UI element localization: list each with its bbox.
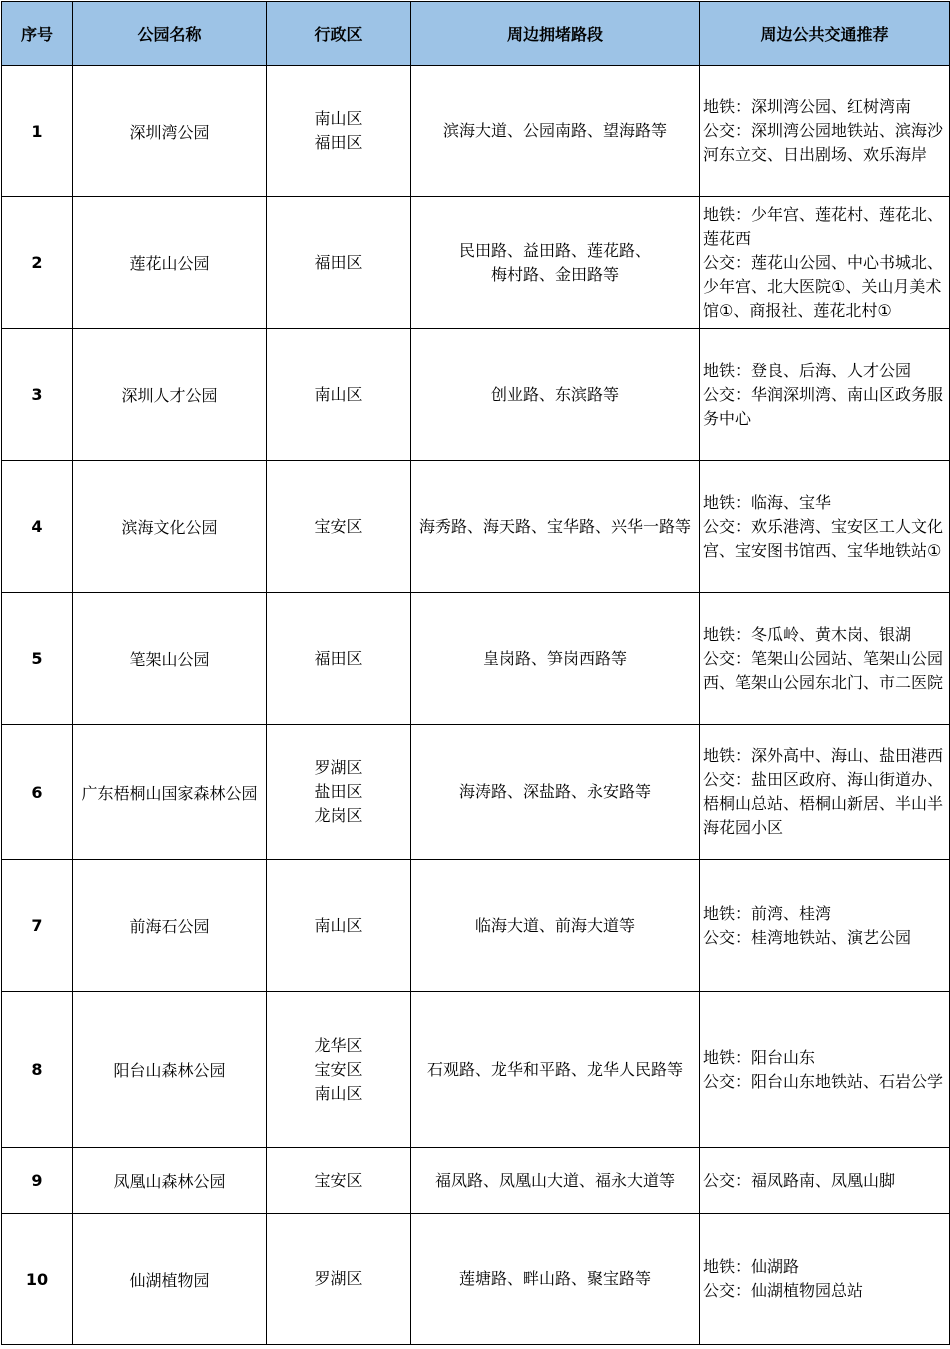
district-name: 福田区 (314, 133, 363, 152)
transit-line: 宫、宝安图书馆西、宝华地铁站① (703, 540, 942, 560)
transit-line: 地铁：深外高中、海山、盐田港西 (703, 746, 944, 765)
transit-line: 务中心 (703, 408, 752, 428)
row-number: 10 (2, 1214, 73, 1345)
transit-line: 地铁：临海、宝华 (703, 492, 832, 512)
header-no: 序号 (2, 2, 73, 66)
transit-cell (700, 66, 950, 197)
table-row (2, 992, 950, 1148)
transit-cell (700, 461, 950, 593)
congested-roads-cell (411, 66, 700, 197)
park-name: 莲花山公园 (73, 197, 267, 329)
district-name: 罗湖区 (314, 1269, 363, 1288)
row-number: 4 (2, 461, 73, 593)
park-traffic-table (1, 1, 950, 1345)
district-name: 福田区 (314, 252, 363, 272)
congested-roads-line: 民田路、益田路、莲花路、 (458, 240, 651, 260)
congested-roads-cell (411, 461, 700, 593)
district-name: 盐田区 (314, 782, 363, 801)
congested-roads-cell (411, 992, 700, 1148)
transit-line: 地铁：少年宫、莲花村、莲花北、 (703, 204, 944, 224)
transit-line: 公交：深圳湾公园地铁站、滨海沙 (703, 121, 944, 140)
park-name: 滨海文化公园 (73, 461, 267, 593)
congested-roads-line: 海秀路、海天路、宝华路、兴华一路等 (418, 516, 691, 536)
congested-roads-line: 滨海大道、公园南路、望海路等 (442, 121, 667, 140)
transit-line: 地铁：前湾、桂湾 (703, 903, 832, 923)
park-name: 前海石公园 (73, 860, 267, 992)
table-row (2, 593, 950, 725)
header-park-name: 公园名称 (73, 2, 267, 66)
row-number: 8 (2, 992, 73, 1148)
row-number: 1 (2, 66, 73, 197)
table-row (2, 197, 950, 329)
row-number: 2 (2, 197, 73, 329)
table-header-row (2, 2, 950, 66)
district-name: 福田区 (314, 648, 363, 668)
transit-line: 公交：福凤路南、凤凰山脚 (703, 1170, 896, 1190)
table-body (2, 66, 950, 1345)
congested-roads-cell (411, 593, 700, 725)
transit-cell (700, 329, 950, 461)
district-name: 罗湖区 (314, 758, 363, 777)
congested-roads-cell (411, 329, 700, 461)
table-row (2, 1214, 950, 1345)
district-cell (267, 1214, 411, 1345)
park-name: 笔架山公园 (73, 593, 267, 725)
district-name: 南山区 (314, 915, 363, 935)
district-cell (267, 329, 411, 461)
congested-roads-line: 福凤路、凤凰山大道、福永大道等 (434, 1170, 675, 1190)
congested-roads-line: 梅村路、金田路等 (490, 264, 619, 284)
transit-line: 公交：桂湾地铁站、演艺公园 (703, 927, 912, 947)
transit-cell (700, 1148, 950, 1214)
transit-line: 莲花西 (703, 228, 752, 248)
district-name: 龙岗区 (314, 806, 363, 825)
congested-roads-line: 莲塘路、畔山路、聚宝路等 (458, 1269, 651, 1288)
district-name: 龙华区 (314, 1035, 363, 1055)
congested-roads-cell (411, 1148, 700, 1214)
transit-cell (700, 725, 950, 860)
header-congested-roads: 周边拥堵路段 (411, 2, 700, 66)
park-name: 阳台山森林公园 (73, 992, 267, 1148)
district-cell (267, 593, 411, 725)
congested-roads-line: 皇岗路、笋岗西路等 (482, 648, 627, 668)
district-name: 宝安区 (314, 1170, 363, 1190)
transit-line: 地铁：仙湖路 (703, 1257, 800, 1276)
transit-line: 河东立交、日出剧场、欢乐海岸 (703, 145, 928, 164)
district-cell (267, 725, 411, 860)
transit-line: 西、笔架山公园东北门、市二医院 (703, 672, 944, 692)
transit-line: 公交：仙湖植物园总站 (703, 1281, 864, 1300)
transit-line: 公交：华润深圳湾、南山区政务服 (703, 384, 944, 404)
row-number: 9 (2, 1148, 73, 1214)
transit-cell (700, 1214, 950, 1345)
transit-line: 海花园小区 (703, 818, 784, 837)
district-name: 南山区 (314, 109, 363, 128)
transit-line: 地铁：深圳湾公园、红树湾南 (703, 97, 912, 116)
header-transit: 周边公共交通推荐 (700, 2, 950, 66)
table-row (2, 461, 950, 593)
park-name: 深圳湾公园 (73, 66, 267, 197)
district-name: 南山区 (314, 384, 363, 404)
district-cell (267, 1148, 411, 1214)
district-cell (267, 461, 411, 593)
district-cell (267, 66, 411, 197)
district-name: 南山区 (314, 1083, 363, 1103)
park-name: 仙湖植物园 (73, 1214, 267, 1345)
park-name: 凤凰山森林公园 (73, 1148, 267, 1214)
table-row (2, 66, 950, 197)
district-cell (267, 860, 411, 992)
transit-cell (700, 593, 950, 725)
park-name: 深圳人才公园 (73, 329, 267, 461)
congested-roads-line: 石观路、龙华和平路、龙华人民路等 (426, 1059, 683, 1079)
row-number: 7 (2, 860, 73, 992)
congested-roads-line: 海涛路、深盐路、永安路等 (458, 782, 651, 801)
transit-cell (700, 197, 950, 329)
table-row (2, 725, 950, 860)
table-row (2, 1148, 950, 1214)
transit-line: 地铁：冬瓜岭、黄木岗、银湖 (703, 624, 912, 644)
park-name: 广东梧桐山国家森林公园 (73, 725, 267, 860)
district-name: 宝安区 (314, 1059, 363, 1079)
district-cell (267, 992, 411, 1148)
congested-roads-cell (411, 725, 700, 860)
congested-roads-cell (411, 197, 700, 329)
table-row (2, 329, 950, 461)
transit-line: 公交：欢乐港湾、宝安区工人文化 (703, 516, 944, 536)
row-number: 5 (2, 593, 73, 725)
congested-roads-cell (411, 860, 700, 992)
congested-roads-line: 创业路、东滨路等 (490, 384, 619, 404)
transit-cell (700, 992, 950, 1148)
congested-roads-cell (411, 1214, 700, 1345)
header-district: 行政区 (267, 2, 411, 66)
transit-line: 公交：盐田区政府、海山街道办、 (703, 770, 944, 789)
transit-line: 少年宫、北大医院①、关山月美术 (703, 276, 942, 296)
row-number: 6 (2, 725, 73, 860)
district-name: 宝安区 (314, 516, 363, 536)
transit-line: 地铁：登良、后海、人才公园 (703, 360, 912, 380)
transit-line: 公交：阳台山东地铁站、石岩公学 (703, 1071, 944, 1091)
congested-roads-line: 临海大道、前海大道等 (474, 915, 635, 935)
transit-cell (700, 860, 950, 992)
transit-line: 地铁：阳台山东 (703, 1047, 816, 1067)
table-row (2, 860, 950, 992)
transit-line: 馆①、商报社、莲花北村① (703, 300, 892, 320)
district-cell (267, 197, 411, 329)
transit-line: 公交：莲花山公园、中心书城北、 (703, 252, 944, 272)
transit-line: 梧桐山总站、梧桐山新居、半山半 (703, 794, 944, 813)
transit-line: 公交：笔架山公园站、笔架山公园 (703, 648, 944, 668)
row-number: 3 (2, 329, 73, 461)
